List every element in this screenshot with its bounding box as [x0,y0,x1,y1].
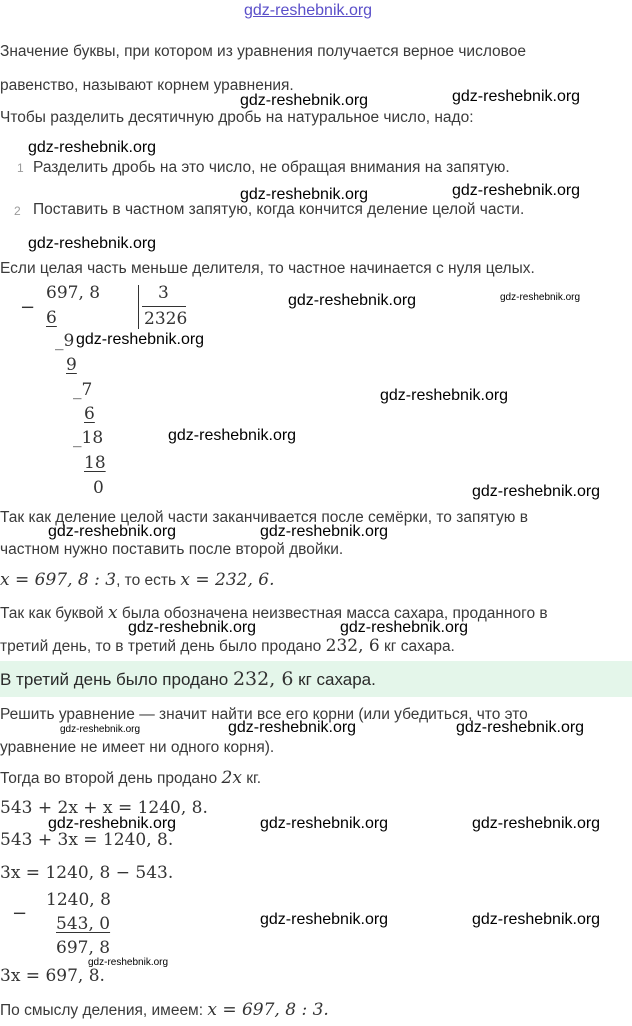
paragraph-solve-equation-line-1: Решить уравнение — значит найти все его корни (или убедиться, что это [0,706,528,723]
division-row: _18 [73,428,104,448]
watermark: gdz-reshebnik.org [168,427,297,444]
paragraph-definition-line-1: Значение буквы, при котором из уравнения получается верное числовое [0,43,526,60]
text-span: кг. [241,770,262,787]
watermark: gdz-reshebnik.org [260,815,389,832]
paragraph-by-division [0,1000,329,1021]
watermark: gdz-reshebnik.org [240,92,369,109]
math-x-division: x = 697, 8 : 3. [207,1000,329,1020]
text-span: Так как буквой [0,605,109,622]
subtraction-minus-sign: − [12,903,28,924]
division-dividend: 697, 8 [46,283,101,303]
watermark: gdz-reshebnik.org [500,292,581,303]
division-divisor: 3 [158,283,169,303]
division-row: 0 [93,478,104,498]
equation-1: 543 + 2x + x = 1240, 8. [0,798,208,818]
division-row: 9 [66,355,77,375]
paragraph-comma-placement-line-2: частном нужно поставить после второй двойки. [0,541,344,558]
division-minus-sign: − [20,297,36,318]
paragraph-result-x [0,570,275,591]
watermark: gdz-reshebnik.org [452,182,581,199]
paragraph-second-day [0,768,261,789]
math-x-division: x = 697, 8 : 3 [0,570,117,590]
watermark: gdz-reshebnik.org [260,911,389,928]
watermark: gdz-reshebnik.org [472,483,601,500]
division-vertical-bar [138,285,139,329]
watermark: gdz-reshebnik.org [240,186,369,203]
text-span: По смыслу деления, имеем: [0,1002,208,1019]
watermark: gdz-reshebnik.org [60,724,141,735]
watermark: gdz-reshebnik.org [472,911,601,928]
math-2x: 2x [221,768,242,788]
watermark: gdz-reshebnik.org [456,719,585,736]
watermark: gdz-reshebnik.org [28,139,157,156]
watermark: gdz-reshebnik.org [340,619,469,636]
paragraph-definition-line-2: равенство, называют корнем уравнения. [0,77,294,94]
math-number: 232, 6 [325,636,380,656]
text-span: третий день, то в третий день было продано [0,638,326,655]
watermark: gdz-reshebnik.org [128,619,257,636]
watermark: gdz-reshebnik.org [48,523,177,540]
watermark: gdz-reshebnik.org [288,292,417,309]
subtraction-result: 697, 8 [56,938,111,958]
step-number-2: 2 [14,204,21,218]
watermark: gdz-reshebnik.org [228,719,357,736]
step-text-2: Поставить в частном запятую, когда кончится деление целой части. [33,201,525,218]
site-title[interactable]: gdz-reshebnik.org [244,2,373,19]
watermark: gdz-reshebnik.org [48,815,177,832]
text-span: была обозначена неизвестная масса сахара, проданного в [117,605,548,622]
text-span: Тогда во второй день продано [0,770,222,787]
division-row: _7 [73,380,93,400]
watermark: gdz-reshebnik.org [380,387,509,404]
watermark: gdz-reshebnik.org [88,957,169,968]
paragraph-meaning-line-2 [0,636,455,657]
paragraph-comma-placement-line-1: Так как деление целой части заканчивается после семёрки, то запятую в [0,509,528,526]
division-row: 6 [46,308,57,328]
text-span: кг сахара. [293,670,376,689]
math-number: 232, 6 [232,668,294,690]
text-span: кг сахара. [379,638,455,655]
math-x: x [108,603,118,623]
equation-2: 543 + 3x = 1240, 8. [0,830,174,850]
watermark: gdz-reshebnik.org [28,235,157,252]
math-x-value: x = 232, 6. [180,570,275,590]
division-quotient: 2326 [144,309,188,329]
subtraction-minuend: 1240, 8 [46,890,111,910]
equation-3: 3x = 1240, 8 − 543. [0,863,174,883]
step-text-1: Разделить дробь на это число, не обращая внимания на запятую. [33,159,510,176]
paragraph-solve-equation-line-2: уравнение не имеет ни одного корня). [0,739,275,756]
watermark: gdz-reshebnik.org [260,523,389,540]
equation-4: 3x = 697, 8. [0,966,105,986]
step-number-1: 1 [17,161,24,175]
text-span: В третий день было продано [0,670,233,689]
watermark: gdz-reshebnik.org [452,88,581,105]
division-quotient-bar [142,306,186,307]
answer-text [0,668,376,690]
division-row: _9 [55,331,75,351]
watermark: gdz-reshebnik.org [472,815,601,832]
subtraction-subtrahend: 543, 0 [56,914,111,934]
watermark: gdz-reshebnik.org [76,331,205,348]
paragraph-integer-part: Если целая часть меньше делителя, то частное начинается с нуля целых. [0,260,535,277]
division-row: 6 [84,404,95,424]
paragraph-division-rule: Чтобы разделить десятичную дробь на натуральное число, надо: [0,109,474,126]
text-that-is: , то есть [116,572,181,589]
division-row: 18 [84,453,106,473]
